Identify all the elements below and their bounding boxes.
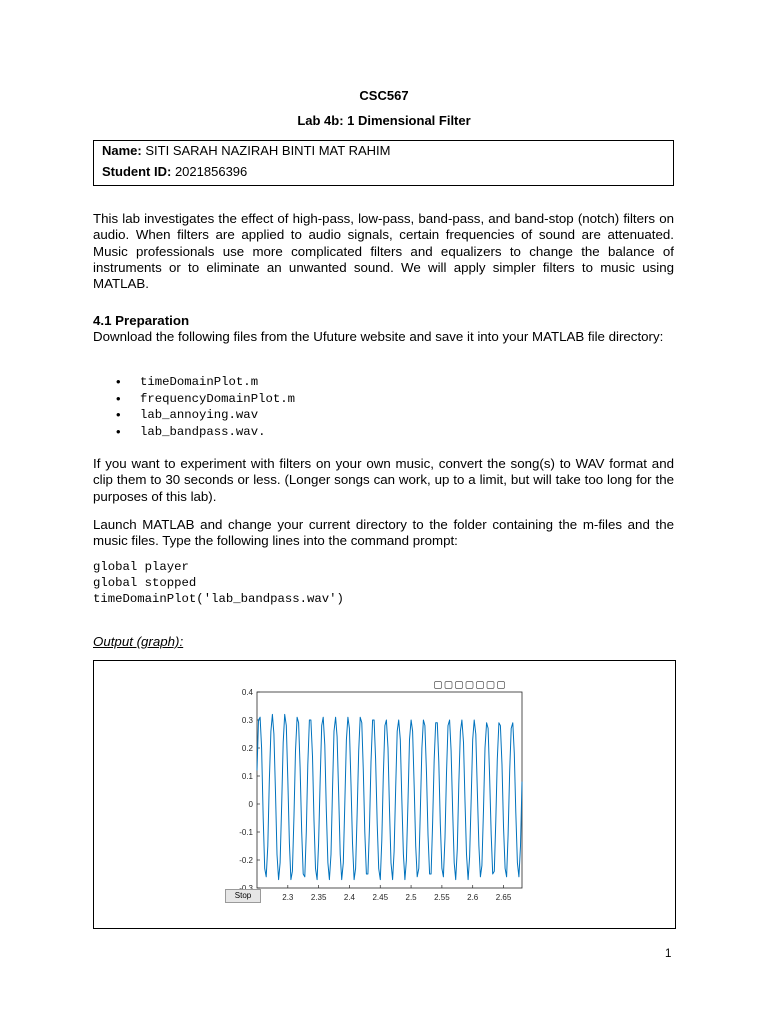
- code-block: [93, 559, 344, 607]
- file-name: frequencyDomainPlot.m: [140, 391, 295, 406]
- lab-title: Lab 4b: 1 Dimensional Filter: [297, 113, 471, 128]
- y-tick-label: 0.4: [241, 688, 253, 697]
- x-tick-label: 2.3: [282, 893, 294, 902]
- student-name-row: [102, 143, 390, 158]
- y-tick-label: 0: [248, 800, 253, 809]
- x-tick-label: 2.5: [405, 893, 417, 902]
- section-heading: 4.1 Preparation: [93, 313, 190, 328]
- zoom-in-icon: [466, 682, 473, 689]
- x-tick-label: 2.45: [372, 893, 389, 902]
- y-tick-label: -0.2: [239, 856, 253, 865]
- list-item: [93, 407, 674, 424]
- code-line: global player: [93, 560, 189, 574]
- student-info-box: [93, 140, 674, 186]
- list-item: [93, 424, 674, 441]
- stop-button[interactable]: Stop: [225, 889, 261, 903]
- page-number: 1: [665, 948, 672, 960]
- bullet-icon: •: [116, 407, 121, 422]
- download-paragraph: Download the following files from the Ufuture website and save it into your MATLAB file directory:: [93, 329, 664, 344]
- x-tick-label: 2.65: [495, 893, 512, 902]
- brush-icon: [435, 682, 442, 689]
- output-label: Output (graph):: [93, 634, 184, 649]
- y-tick-label: 0.3: [241, 716, 253, 725]
- file-list: [93, 374, 674, 440]
- y-tick-label: -0.1: [239, 828, 253, 837]
- name-label: Name:: [102, 143, 142, 158]
- student-id-value: 2021856396: [174, 164, 248, 179]
- student-id-label: Student ID:: [102, 164, 172, 179]
- data-tip-icon: [445, 682, 452, 689]
- file-name: lab_bandpass.wav.: [140, 424, 266, 439]
- home-icon: [498, 682, 505, 689]
- y-tick-label: 0.1: [241, 772, 253, 781]
- waveform-chart: [94, 661, 675, 928]
- bullet-icon: •: [116, 390, 121, 406]
- hand-icon: [487, 682, 494, 689]
- code-line: global stopped: [93, 576, 197, 590]
- file-name: lab_annoying.wav: [140, 408, 259, 422]
- x-tick-label: 2.55: [434, 893, 450, 902]
- x-tick-label: 2.4: [343, 893, 356, 902]
- student-id-row: [102, 164, 247, 179]
- file-name: timeDomainPlot.m: [140, 375, 259, 389]
- graph-frame: [93, 660, 676, 929]
- list-item: [93, 391, 674, 408]
- course-code: CSC567: [359, 88, 409, 103]
- code-line: timeDomainPlot('lab_bandpass.wav'): [93, 592, 344, 606]
- bullet-icon: •: [116, 423, 121, 439]
- pan-icon: [456, 682, 463, 689]
- bullet-icon: •: [116, 374, 121, 389]
- x-tick-label: 2.35: [310, 893, 327, 902]
- intro-paragraph: This lab investigates the effect of high-pass, low-pass, band-pass, and band-stop (notch) filters on audio. When filters are applied to audio signals, certain frequencies of sound are attenuated. Music professionals use more complicated filters and equalizers to change the balance of instruments or to eliminate an unwanted sound. We will apply simpler filters to music using MATLAB.: [93, 211, 674, 292]
- list-item: [93, 374, 674, 391]
- launch-paragraph: Launch MATLAB and change your current directory to the folder containing the m-files and the music files. Type the following lines into the command prompt:: [93, 517, 674, 549]
- y-tick-label: 0.2: [241, 744, 253, 753]
- experiment-paragraph: If you want to experiment with filters on your own music, convert the song(s) to WAV format and clip them to 30 seconds or less. (Longer songs can work, up to a limit, but will take too long for the purposes of this lab).: [93, 456, 674, 504]
- name-value: SITI SARAH NAZIRAH BINTI MAT RAHIM: [145, 143, 391, 158]
- zoom-out-icon: [477, 682, 484, 689]
- x-tick-label: 2.6: [467, 893, 479, 902]
